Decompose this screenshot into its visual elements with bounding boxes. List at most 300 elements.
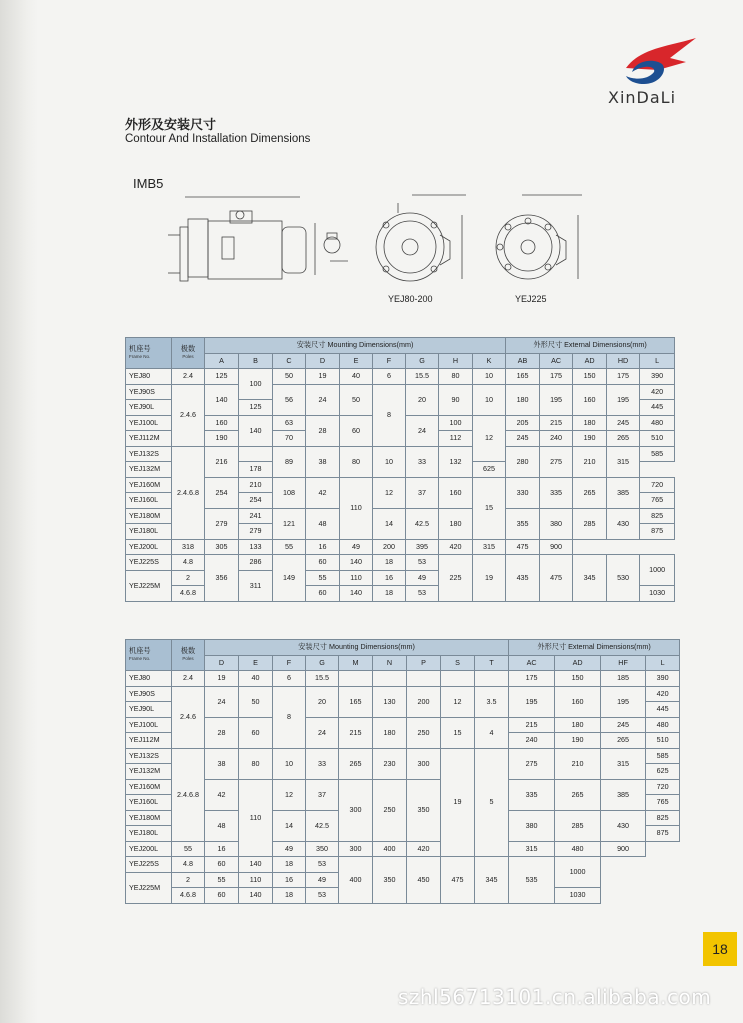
- table-cell: 250: [407, 717, 441, 748]
- table-cell: 60: [205, 888, 239, 904]
- table-cell: 2.4.6.8: [172, 748, 205, 841]
- frame-no-cell: YEJ180L: [126, 826, 172, 842]
- frame-no-cell: YEJ100L: [126, 415, 172, 431]
- table-cell: 195: [601, 686, 646, 717]
- table-cell: 165: [506, 369, 540, 385]
- table-cell: 50: [239, 686, 273, 717]
- col-header: F: [273, 655, 306, 671]
- col-header: AB: [506, 353, 540, 369]
- table-cell: 385: [601, 779, 646, 810]
- table-cell: 720: [646, 779, 680, 795]
- frame-no-header: 机座号 Frame No.: [126, 338, 172, 369]
- mounting-type-label: IMB5: [133, 176, 164, 191]
- table-cell: [239, 446, 273, 462]
- table-cell: 4: [475, 717, 509, 748]
- table-cell: 390: [640, 369, 675, 385]
- table-cell: 60: [306, 586, 340, 602]
- table-cell: 475: [540, 555, 573, 602]
- table-cell: 350: [407, 779, 441, 841]
- table-cell: 225: [439, 555, 473, 602]
- table-cell: 60: [306, 555, 340, 571]
- table-cell: 125: [239, 400, 273, 416]
- frame-no-cell: YEJ225S: [126, 857, 172, 873]
- table-cell: 140: [239, 888, 273, 904]
- table-cell: 475: [441, 857, 475, 904]
- table-cell: 285: [555, 810, 601, 841]
- table-cell: 2.4: [172, 671, 205, 687]
- frame-no-cell: YEJ200L: [126, 539, 172, 555]
- table-cell: 190: [573, 431, 607, 447]
- table-cell: 345: [475, 857, 509, 904]
- table-row: [126, 369, 675, 385]
- table-cell: 315: [473, 539, 506, 555]
- table-cell: [373, 671, 407, 687]
- table-cell: 38: [306, 446, 340, 477]
- table-cell: 180: [573, 415, 607, 431]
- drawing-caption-yej80-200: YEJ80-200: [388, 294, 433, 304]
- table-cell: 385: [607, 477, 640, 508]
- table-cell: 210: [239, 477, 273, 493]
- table-cell: 535: [509, 857, 555, 904]
- table-cell: 16: [205, 841, 239, 857]
- table-cell: 48: [306, 508, 340, 539]
- table-cell: 165: [339, 686, 373, 717]
- table-cell: 90: [439, 384, 473, 415]
- table-cell: 430: [601, 810, 646, 841]
- table-cell: 175: [607, 369, 640, 385]
- table-cell: 130: [373, 686, 407, 717]
- frame-no-cell: YEJ160L: [126, 795, 172, 811]
- col-header: K: [473, 353, 506, 369]
- table-cell: 63: [273, 415, 306, 431]
- table-cell: 53: [406, 555, 439, 571]
- table-cell: 4.8: [172, 555, 205, 571]
- table-cell: 480: [646, 717, 680, 733]
- table-cell: 55: [172, 841, 205, 857]
- table-cell: 245: [607, 415, 640, 431]
- table-cell: 140: [340, 586, 373, 602]
- table-cell: 42: [306, 477, 340, 508]
- frame-no-cell: YEJ132M: [126, 462, 172, 478]
- table-cell: 265: [607, 431, 640, 447]
- table-cell: 185: [601, 671, 646, 687]
- table-cell: 279: [205, 508, 239, 539]
- frame-no-cell: YEJ160M: [126, 477, 172, 493]
- table-row: [126, 477, 675, 493]
- table-cell: 110: [340, 477, 373, 539]
- table-cell: 8: [373, 384, 406, 446]
- table-cell: 49: [340, 539, 373, 555]
- table-cell: 1000: [555, 857, 601, 888]
- table-cell: 149: [273, 555, 306, 602]
- table-cell: 28: [205, 717, 239, 748]
- table-cell: 4.8: [172, 857, 205, 873]
- table-cell: 625: [473, 462, 506, 478]
- table-cell: 24: [205, 686, 239, 717]
- table-cell: 900: [540, 539, 573, 555]
- table-cell: 19: [441, 748, 475, 857]
- table-cell: 240: [509, 733, 555, 749]
- table-cell: 350: [306, 841, 339, 857]
- table-cell: 720: [640, 477, 675, 493]
- table-cell: 140: [239, 415, 273, 446]
- table-cell: 195: [540, 384, 573, 415]
- table-row: [126, 384, 675, 400]
- table-cell: 445: [640, 400, 675, 416]
- frame-no-cell: YEJ160L: [126, 493, 172, 509]
- table-cell: 70: [273, 431, 306, 447]
- frame-no-cell: YEJ180M: [126, 810, 172, 826]
- table-cell: 480: [640, 415, 675, 431]
- table-cell: 356: [205, 555, 239, 602]
- table-cell: 49: [406, 570, 439, 586]
- table-cell: [441, 671, 475, 687]
- table-cell: 210: [573, 446, 607, 477]
- table-cell: 20: [306, 686, 339, 717]
- col-header: D: [205, 655, 239, 671]
- table-cell: 200: [373, 539, 406, 555]
- table-cell: 55: [273, 539, 306, 555]
- table-cell: 286: [239, 555, 273, 571]
- col-header: E: [239, 655, 273, 671]
- table-cell: 80: [239, 748, 273, 779]
- table-cell: 60: [205, 857, 239, 873]
- table-cell: 150: [555, 671, 601, 687]
- table-cell: 33: [406, 446, 439, 477]
- col-header: L: [646, 655, 680, 671]
- table-cell: 400: [339, 857, 373, 904]
- frame-no-cell: YEJ80: [126, 671, 172, 687]
- table-row: [126, 779, 680, 795]
- table-row: [126, 446, 675, 462]
- table-cell: 4.6.8: [172, 888, 205, 904]
- table-row: [126, 686, 680, 702]
- poles-header: 极数 Poles: [172, 640, 205, 671]
- frame-no-cell: YEJ180M: [126, 508, 172, 524]
- table-cell: 825: [640, 508, 675, 524]
- frame-no-cell: YEJ90S: [126, 686, 172, 702]
- table-cell: 150: [573, 369, 607, 385]
- table-cell: 210: [555, 748, 601, 779]
- page-title-en: Contour And Installation Dimensions: [125, 133, 311, 145]
- table-cell: 24: [306, 384, 340, 415]
- table-cell: 315: [607, 446, 640, 477]
- table-cell: 50: [340, 384, 373, 415]
- table-cell: 15: [441, 717, 475, 748]
- table-cell: 280: [506, 446, 540, 477]
- table-cell: 140: [239, 857, 273, 873]
- frame-no-cell: YEJ112M: [126, 431, 172, 447]
- table-cell: 38: [205, 748, 239, 779]
- table-cell: 110: [239, 872, 273, 888]
- frame-no-cell: YEJ160M: [126, 779, 172, 795]
- col-header: E: [340, 353, 373, 369]
- table-cell: 40: [340, 369, 373, 385]
- table-cell: 14: [273, 810, 306, 841]
- table-cell: 42.5: [406, 508, 439, 539]
- table-cell: 53: [406, 586, 439, 602]
- table-cell: 2.4.6.8: [172, 446, 205, 539]
- table-cell: 875: [640, 524, 675, 540]
- table-cell: 180: [439, 508, 473, 539]
- table-cell: 875: [646, 826, 680, 842]
- frame-no-cell: YEJ90L: [126, 702, 172, 718]
- col-header: D: [306, 353, 340, 369]
- table-cell: 335: [509, 779, 555, 810]
- col-header: T: [475, 655, 509, 671]
- table-cell: 132: [439, 446, 473, 477]
- table-cell: 19: [205, 671, 239, 687]
- col-header: G: [406, 353, 439, 369]
- table-cell: 160: [439, 477, 473, 508]
- col-header: N: [373, 655, 407, 671]
- table-cell: 12: [441, 686, 475, 717]
- table-cell: 108: [273, 477, 306, 508]
- col-header: A: [205, 353, 239, 369]
- table-cell: 33: [306, 748, 339, 779]
- table-cell: 265: [601, 733, 646, 749]
- table-cell: 28: [306, 415, 340, 446]
- col-header: P: [407, 655, 441, 671]
- table-cell: 215: [339, 717, 373, 748]
- col-header: M: [339, 655, 373, 671]
- table-cell: 420: [439, 539, 473, 555]
- table-cell: 180: [373, 717, 407, 748]
- table-cell: 8: [273, 686, 306, 748]
- table-cell: 1000: [640, 555, 675, 586]
- table-cell: 765: [646, 795, 680, 811]
- table-cell: 380: [540, 508, 573, 539]
- motor-outline-drawings: [150, 185, 590, 305]
- table-cell: 18: [273, 857, 306, 873]
- table-cell: 100: [239, 369, 273, 400]
- drawing-caption-yej225: YEJ225: [515, 294, 547, 304]
- table-cell: 395: [406, 539, 439, 555]
- table-cell: 400: [373, 841, 407, 857]
- table-cell: 335: [540, 477, 573, 508]
- col-header: F: [373, 353, 406, 369]
- table-row: [126, 508, 675, 524]
- table-cell: 330: [506, 477, 540, 508]
- table-cell: 175: [509, 671, 555, 687]
- table-cell: 200: [407, 686, 441, 717]
- table-cell: 305: [205, 539, 239, 555]
- page-number-badge: 18: [703, 932, 737, 966]
- col-header: L: [640, 353, 675, 369]
- dimension-table-1-body: [126, 369, 675, 602]
- table-row: [126, 857, 680, 873]
- frame-no-cell: YEJ80: [126, 369, 172, 385]
- table-cell: 49: [273, 841, 306, 857]
- table-cell: 60: [239, 717, 273, 748]
- table-cell: 195: [607, 384, 640, 415]
- table-cell: 510: [640, 431, 675, 447]
- table-cell: 2.4.6: [172, 686, 205, 748]
- table-cell: 24: [306, 717, 339, 748]
- col-header: AD: [573, 353, 607, 369]
- frame-no-cell: YEJ132M: [126, 764, 172, 780]
- table-cell: 311: [239, 570, 273, 601]
- table-cell: 825: [646, 810, 680, 826]
- poles-header: 极数 Poles: [172, 338, 205, 369]
- table-cell: 37: [406, 477, 439, 508]
- table-cell: 1030: [640, 586, 675, 602]
- table-cell: 315: [601, 748, 646, 779]
- table-row: [126, 748, 680, 764]
- table-cell: [407, 671, 441, 687]
- table-cell: 80: [340, 446, 373, 477]
- table-cell: 48: [205, 810, 239, 841]
- col-header: HD: [607, 353, 640, 369]
- table-cell: 430: [607, 508, 640, 539]
- table-cell: 110: [239, 779, 273, 857]
- table-cell: 765: [640, 493, 675, 509]
- table-cell: 15.5: [406, 369, 439, 385]
- frame-no-cell: YEJ90S: [126, 384, 172, 400]
- table-cell: 16: [273, 872, 306, 888]
- col-header: S: [441, 655, 475, 671]
- table-cell: 3.5: [475, 686, 509, 717]
- mounting-dimensions-header: 安装尺寸 Mounting Dimensions(mm): [205, 338, 506, 354]
- frame-no-cell: YEJ112M: [126, 733, 172, 749]
- table-cell: 215: [540, 415, 573, 431]
- table-cell: 480: [555, 841, 601, 857]
- table-cell: 315: [509, 841, 555, 857]
- table-cell: 420: [640, 384, 675, 400]
- table-cell: 180: [506, 384, 540, 415]
- table-cell: 12: [273, 779, 306, 810]
- table-cell: 100: [439, 415, 473, 431]
- table-cell: 15: [473, 477, 506, 539]
- table-cell: 450: [407, 857, 441, 904]
- frame-no-cell: YEJ225S: [126, 555, 172, 571]
- frame-no-header: 机座号 Frame No.: [126, 640, 172, 671]
- table-cell: 300: [339, 841, 373, 857]
- table-cell: 15.5: [306, 671, 339, 687]
- table-cell: 245: [506, 431, 540, 447]
- table-cell: 275: [540, 446, 573, 477]
- table-cell: 345: [573, 555, 607, 602]
- table-cell: 10: [473, 384, 506, 415]
- table-cell: 279: [239, 524, 273, 540]
- table-cell: 230: [373, 748, 407, 779]
- table-cell: 350: [373, 857, 407, 904]
- table-cell: 50: [273, 369, 306, 385]
- col-header: B: [239, 353, 273, 369]
- table-cell: 10: [273, 748, 306, 779]
- table-cell: 2: [172, 872, 205, 888]
- table-cell: 2.4.6: [172, 384, 205, 446]
- page-binding-shadow: [0, 0, 38, 1023]
- table-cell: [475, 671, 509, 687]
- page-title-cn: 外形及安装尺寸: [125, 117, 217, 132]
- table-cell: 585: [640, 446, 675, 462]
- table-cell: 12: [473, 415, 506, 462]
- table-cell: 265: [339, 748, 373, 779]
- table-cell: 160: [205, 415, 239, 431]
- frame-no-cell: YEJ132S: [126, 446, 172, 462]
- table-cell: 160: [555, 686, 601, 717]
- table-cell: 250: [373, 779, 407, 841]
- table-cell: 18: [373, 555, 406, 571]
- table-cell: 19: [306, 369, 340, 385]
- table-cell: 215: [509, 717, 555, 733]
- table-cell: 265: [555, 779, 601, 810]
- table-cell: 900: [601, 841, 646, 857]
- table-cell: 190: [555, 733, 601, 749]
- table-cell: 4.6.8: [172, 586, 205, 602]
- table-cell: 16: [373, 570, 406, 586]
- table-cell: 510: [646, 733, 680, 749]
- table-cell: 10: [473, 369, 506, 385]
- table-cell: 10: [373, 446, 406, 477]
- table-row: [126, 539, 675, 555]
- table-cell: 435: [506, 555, 540, 602]
- table-cell: [339, 671, 373, 687]
- table-cell: 2.4: [172, 369, 205, 385]
- table-cell: 240: [540, 431, 573, 447]
- table-cell: 178: [239, 462, 273, 478]
- table-cell: 160: [573, 384, 607, 415]
- table-cell: 1030: [555, 888, 601, 904]
- table-cell: 55: [205, 872, 239, 888]
- table-cell: 475: [506, 539, 540, 555]
- watermark-text: szhl56713101.cn.alibaba.com: [398, 985, 712, 1009]
- frame-no-cell: YEJ180L: [126, 524, 172, 540]
- brand-name: XinDaLi: [608, 88, 677, 107]
- table-cell: 60: [340, 415, 373, 446]
- mounting-dimensions-header: 安装尺寸 Mounting Dimensions(mm): [205, 640, 509, 656]
- table-cell: 133: [239, 539, 273, 555]
- table-cell: 285: [573, 508, 607, 539]
- table-cell: 40: [239, 671, 273, 687]
- frame-no-cell: YEJ200L: [126, 841, 172, 857]
- table-cell: 18: [273, 888, 306, 904]
- table-cell: 445: [646, 702, 680, 718]
- frame-no-cell: YEJ100L: [126, 717, 172, 733]
- table-cell: 140: [340, 555, 373, 571]
- table-cell: 53: [306, 888, 339, 904]
- external-dimensions-header: 外形尺寸 External Dimensions(mm): [509, 640, 680, 656]
- table-cell: 175: [540, 369, 573, 385]
- col-header: H: [439, 353, 473, 369]
- table-cell: 420: [646, 686, 680, 702]
- table-cell: 37: [306, 779, 339, 810]
- table-cell: 16: [306, 539, 340, 555]
- table-cell: 24: [406, 415, 439, 446]
- table-cell: 254: [239, 493, 273, 509]
- table-cell: 2: [172, 570, 205, 586]
- table-cell: 12: [373, 477, 406, 508]
- table-cell: 42: [205, 779, 239, 810]
- table-cell: 390: [646, 671, 680, 687]
- table-cell: 380: [509, 810, 555, 841]
- table-cell: 55: [306, 570, 340, 586]
- table-cell: 53: [306, 857, 339, 873]
- table-cell: 205: [506, 415, 540, 431]
- table-cell: 190: [205, 431, 239, 447]
- dimension-table-1: [125, 337, 675, 602]
- table-cell: 275: [509, 748, 555, 779]
- table-cell: 140: [205, 384, 239, 415]
- table-cell: 6: [273, 671, 306, 687]
- table-cell: 355: [506, 508, 540, 539]
- table-cell: 241: [239, 508, 273, 524]
- table-cell: 300: [407, 748, 441, 779]
- frame-no-cell: YEJ225M: [126, 872, 172, 903]
- table-cell: 195: [509, 686, 555, 717]
- table-cell: 121: [273, 508, 306, 539]
